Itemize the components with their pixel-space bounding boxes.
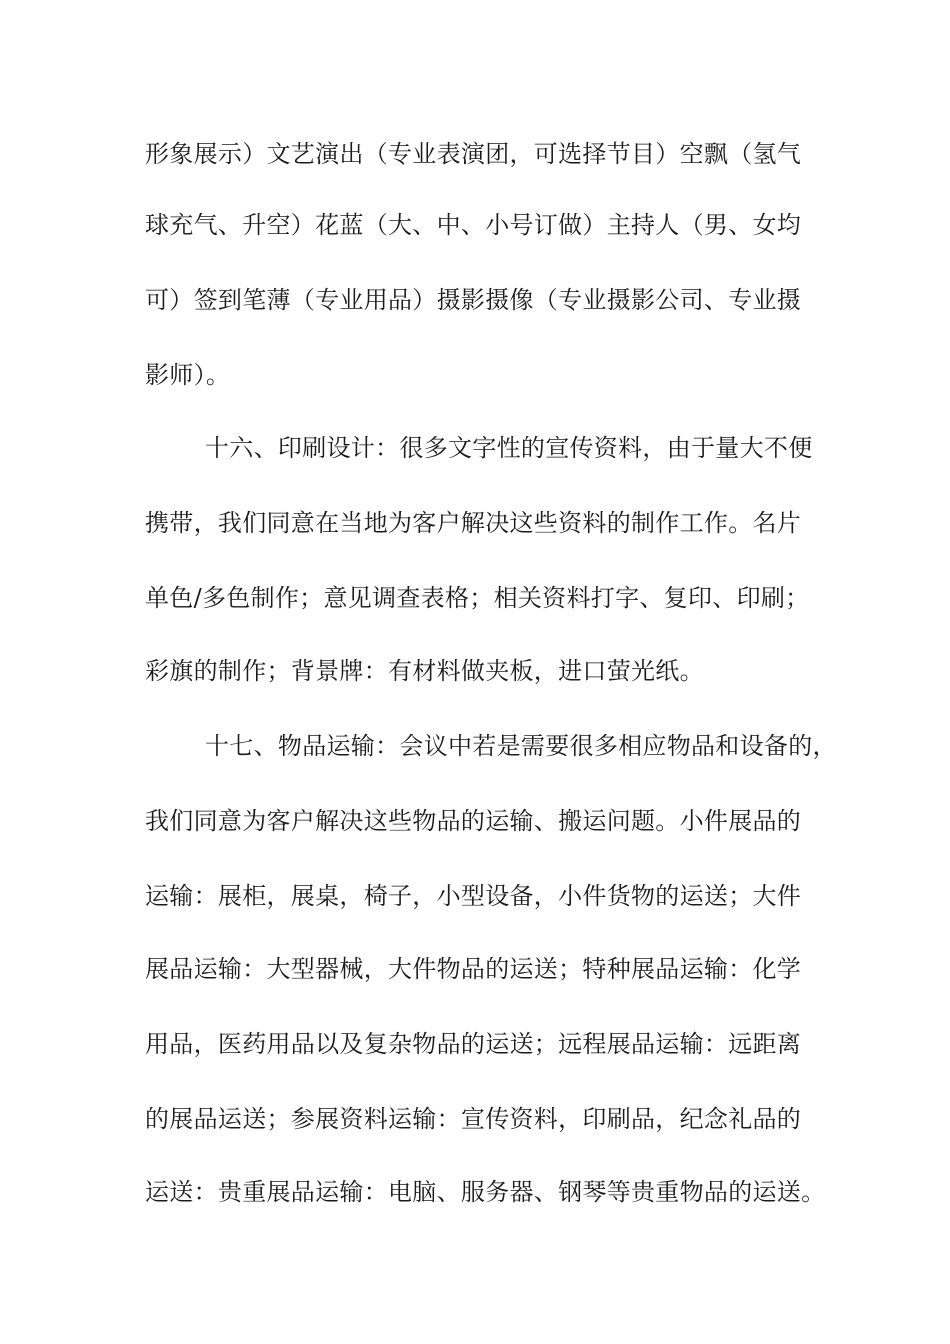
text-line: 运输：展柜，展桌，椅子，小型设备，小件货物的运送；大件 xyxy=(145,882,802,910)
text-line: 球充气、升空）花蓝（大、中、小号订做）主持人（男、女均 xyxy=(145,211,802,239)
text-line: 展品运输：大型器械，大件物品的运送；特种展品运输：化学 xyxy=(145,955,802,983)
text-line: 我们同意为客户解决这些物品的运输、搬运问题。小件展品的 xyxy=(145,807,802,835)
paragraph-start-line: 十六、印刷设计：很多文字性的宣传资料，由于量大不便 xyxy=(205,434,813,462)
text-line: 携带，我们同意在当地为客户解决这些资料的制作工作。名片 xyxy=(145,509,802,537)
text-line: 影师）。 xyxy=(145,361,231,389)
paragraph-start-line: 十七、物品运输：会议中若是需要很多相应物品和设备的， xyxy=(205,732,837,760)
text-line: 用品，医药用品以及复杂物品的运送；远程展品运输：远距离 xyxy=(145,1030,802,1058)
text-line: 形象展示）文艺演出（专业表演团，可选择节目）空飘（氢气 xyxy=(145,140,802,168)
text-line: 运送：贵重展品运输：电脑、服务器、钢琴等贵重物品的运送。 xyxy=(145,1178,826,1206)
text-line: 的展品运送；参展资料运输：宣传资料，印刷品，纪念礼品的 xyxy=(145,1105,802,1133)
text-line: 单色/多色制作；意见调查表格；相关资料打字、复印、印刷； xyxy=(145,584,810,612)
text-line: 可）签到笔薄（专业用品）摄影摄像（专业摄影公司、专业摄 xyxy=(145,286,802,314)
text-line: 彩旗的制作；背景牌：有材料做夹板，进口萤光纸。 xyxy=(145,657,704,685)
